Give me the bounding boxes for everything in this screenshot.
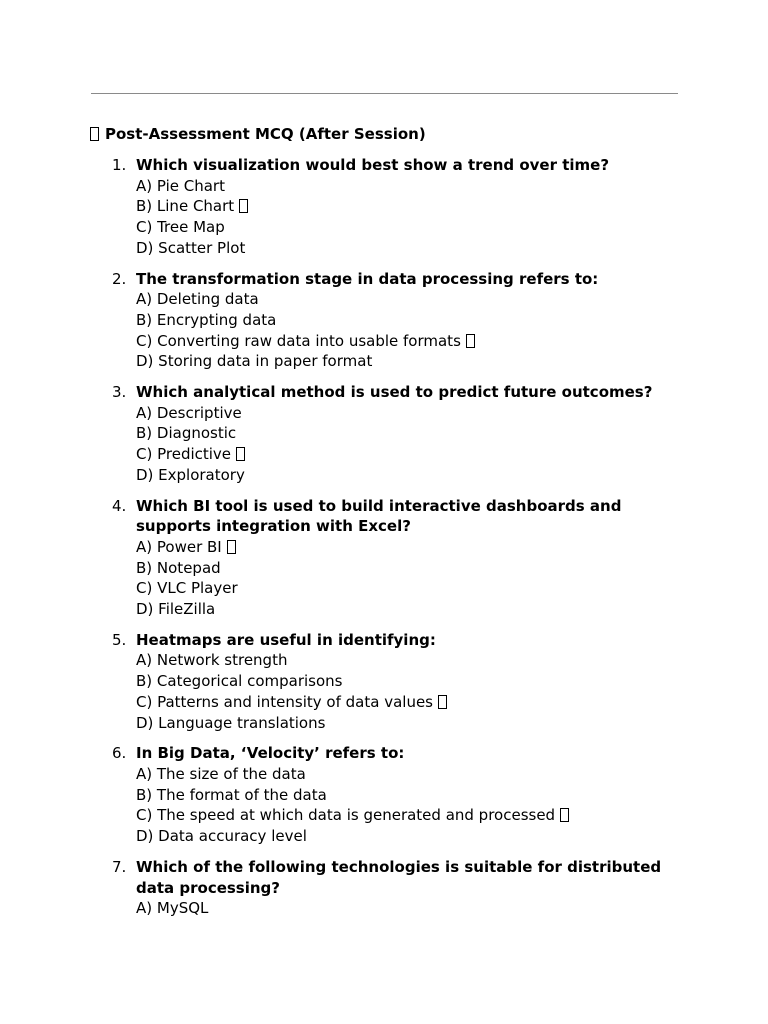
- question-item: [0, 857, 768, 919]
- answer-option: [136, 238, 768, 259]
- answer-option: [136, 423, 768, 444]
- answer-option-label: B) Line Chart: [136, 197, 235, 216]
- answer-option: [136, 537, 768, 558]
- answer-option-label: B) The format of the data: [136, 785, 327, 804]
- section-heading: [90, 124, 426, 144]
- answer-options: [136, 403, 768, 486]
- answer-option: [136, 331, 768, 352]
- answer-option-label: C) Patterns and intensity of data values: [136, 692, 433, 711]
- answer-option: [136, 805, 768, 826]
- answer-option: [136, 176, 768, 197]
- question-text: Which analytical method is used to predict future outcomes?: [136, 383, 653, 402]
- answer-option-label: D) FileZilla: [136, 600, 216, 619]
- answer-option: [136, 403, 768, 424]
- correct-answer-icon: [236, 447, 245, 461]
- horizontal-rule: [91, 93, 678, 94]
- answer-option-label: D) Data accuracy level: [136, 827, 307, 846]
- correct-answer-icon: [239, 199, 248, 213]
- answer-option: [136, 764, 768, 785]
- question-text: Which BI tool is used to build interactive dashboards and supports integration with Excel?: [136, 496, 622, 536]
- question-number: 4.: [112, 496, 127, 515]
- question-list: [0, 155, 768, 929]
- answer-option-label: C) VLC Player: [136, 579, 238, 598]
- answer-options: [136, 537, 768, 620]
- correct-answer-icon: [438, 695, 447, 709]
- answer-option: [136, 289, 768, 310]
- question-item: [0, 155, 768, 259]
- answer-option-label: C) Converting raw data into usable formats: [136, 331, 461, 350]
- answer-option: [136, 599, 768, 620]
- correct-answer-icon: [227, 540, 236, 554]
- answer-option-label: A) Pie Chart: [136, 176, 225, 195]
- answer-option: [136, 310, 768, 331]
- answer-option: [136, 671, 768, 692]
- answer-option: [136, 558, 768, 579]
- question-text: Which of the following technologies is suitable for distributed data processing?: [136, 857, 662, 897]
- answer-option: [136, 692, 768, 713]
- question-text: Which visualization would best show a trend over time?: [136, 156, 610, 174]
- question-item: [0, 382, 768, 486]
- answer-options: [136, 764, 768, 847]
- correct-answer-icon: [466, 334, 475, 348]
- question-number: 5.: [112, 630, 127, 649]
- question-item: [0, 496, 768, 620]
- question-item: [0, 743, 768, 847]
- answer-option: [136, 351, 768, 372]
- question-number: 1.: [112, 156, 127, 174]
- answer-option-label: D) Scatter Plot: [136, 238, 246, 257]
- question-number: 3.: [112, 383, 127, 402]
- answer-option: [136, 713, 768, 734]
- answer-options: [136, 176, 768, 259]
- answer-option-label: A) Power BI: [136, 537, 222, 556]
- missing-glyph-icon: [90, 127, 99, 141]
- question-item: [0, 269, 768, 373]
- question-text: Heatmaps are useful in identifying:: [136, 630, 436, 649]
- answer-option-label: D) Storing data in paper format: [136, 352, 373, 371]
- answer-option-label: C) Predictive: [136, 445, 232, 464]
- question-number: 7.: [112, 857, 127, 876]
- correct-answer-icon: [560, 808, 569, 822]
- question-text: The transformation stage in data processing refers to:: [136, 269, 599, 288]
- question-text: In Big Data, ‘Velocity’ refers to:: [136, 744, 405, 763]
- answer-option-label: D) Language translations: [136, 713, 326, 732]
- answer-option-label: C) The speed at which data is generated and processed: [136, 806, 556, 825]
- question-item: [0, 630, 768, 734]
- section-heading-text: Post-Assessment MCQ (After Session): [105, 125, 426, 143]
- answer-option-label: A) Network strength: [136, 651, 288, 670]
- question-number: 6.: [112, 744, 127, 763]
- answer-option: [136, 898, 768, 919]
- answer-option: [136, 444, 768, 465]
- answer-option: [136, 785, 768, 806]
- answer-option-label: C) Tree Map: [136, 218, 225, 237]
- answer-option: [136, 465, 768, 486]
- answer-option-label: B) Diagnostic: [136, 424, 237, 443]
- answer-option-label: B) Encrypting data: [136, 310, 277, 329]
- answer-options: [136, 289, 768, 372]
- answer-option: [136, 578, 768, 599]
- answer-option: [136, 217, 768, 238]
- answer-options: [136, 898, 768, 919]
- answer-option: [136, 196, 768, 217]
- answer-option: [136, 650, 768, 671]
- answer-option-label: A) Descriptive: [136, 403, 242, 422]
- answer-option-label: D) Exploratory: [136, 465, 245, 484]
- question-number: 2.: [112, 269, 127, 288]
- answer-option-label: A) Deleting data: [136, 290, 259, 309]
- answer-options: [136, 650, 768, 733]
- answer-option: [136, 826, 768, 847]
- answer-option-label: B) Categorical comparisons: [136, 672, 343, 691]
- answer-option-label: A) The size of the data: [136, 764, 306, 783]
- answer-option-label: A) MySQL: [136, 899, 209, 918]
- answer-option-label: B) Notepad: [136, 558, 221, 577]
